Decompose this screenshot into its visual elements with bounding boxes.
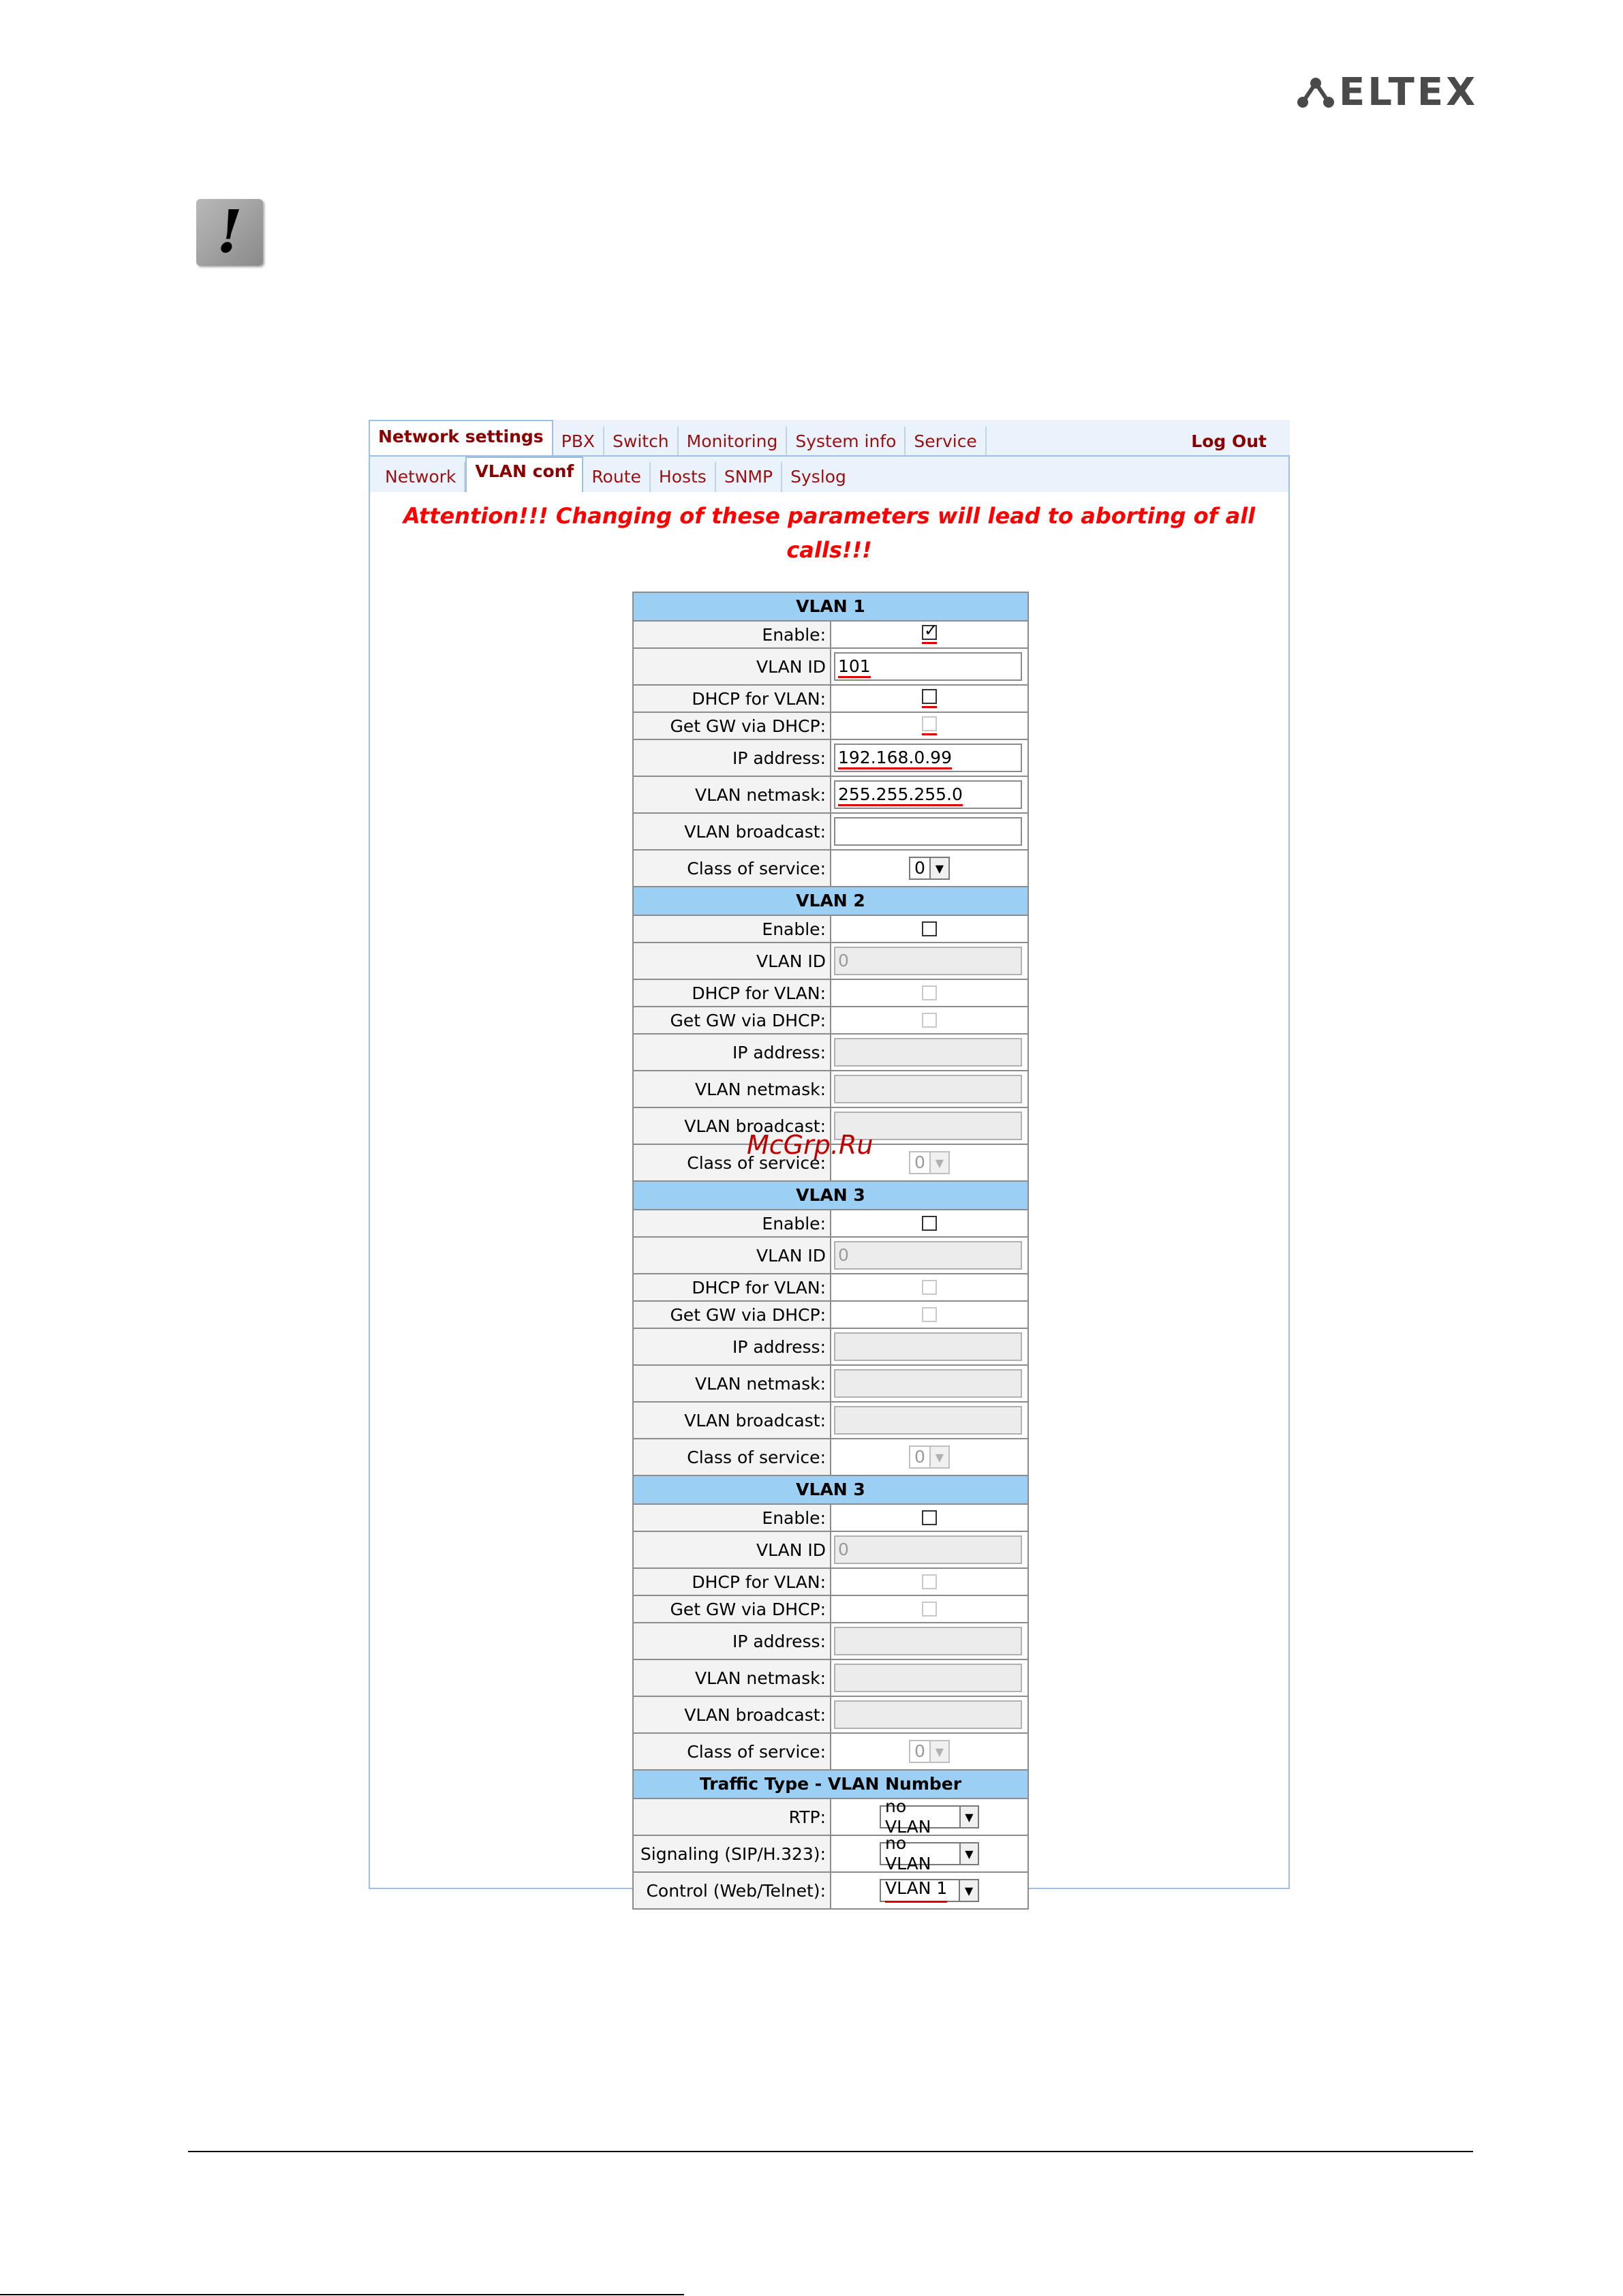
vlan2-broadcast-label: VLAN broadcast:: [633, 1107, 831, 1144]
vlan4-enable-value: [831, 1504, 1028, 1531]
vlan4-broadcast-input[interactable]: [834, 1700, 1022, 1729]
vlan3-netmask-value: [831, 1365, 1028, 1402]
vlan4-gw-checkbox[interactable]: [922, 1602, 937, 1617]
vlan1-dhcp-label: DHCP for VLAN:: [633, 685, 831, 712]
footer-divider: [188, 2151, 1473, 2152]
vlan1-vlan-id-input[interactable]: 101: [834, 652, 1022, 681]
attention-message: Attention!!! Changing of these parameters will lead to aborting of all calls!!!: [403, 503, 1256, 563]
vlan1-broadcast-input[interactable]: [834, 817, 1022, 846]
vlan1-title: VLAN 1: [633, 592, 1028, 621]
vlan2-gw-checkbox[interactable]: [922, 1013, 937, 1028]
vlan4-netmask-value: [831, 1659, 1028, 1696]
content-panel: [369, 455, 1290, 1901]
vlan4-vlan-id-input[interactable]: 0: [834, 1535, 1022, 1564]
vlan2-gw: [633, 1007, 1028, 1034]
traffic-row-label: RTP:: [633, 1798, 831, 1835]
vlan2-netmask-input[interactable]: [834, 1075, 1022, 1103]
vlan2-vlan-id-label: VLAN ID: [633, 943, 831, 979]
warning-icon: [196, 199, 263, 266]
vlan3-broadcast: [633, 1402, 1028, 1439]
subtab-hosts[interactable]: Hosts: [651, 462, 716, 492]
vlan4-gw: [633, 1595, 1028, 1623]
vlan1-broadcast-value: [831, 813, 1028, 850]
sub-tabs: [370, 457, 1288, 492]
vlan4-gw-label: Get GW via DHCP:: [633, 1595, 831, 1623]
tab-system-info[interactable]: System info: [787, 427, 906, 457]
traffic-header: [633, 1770, 1028, 1798]
vlan1-vlan-id-label: VLAN ID: [633, 648, 831, 685]
vlan2-dhcp-value: [831, 979, 1028, 1007]
vlan3-enable-value: [831, 1210, 1028, 1237]
vlan3-cos-value: [831, 1439, 1028, 1475]
vlan4-broadcast: [633, 1696, 1028, 1733]
vlan1-ip-label: IP address:: [633, 739, 831, 776]
vlan2-ip-input[interactable]: [834, 1038, 1022, 1067]
vlan1-header: [633, 592, 1028, 621]
traffic-title: Traffic Type - VLAN Number: [633, 1770, 1028, 1798]
vlan4-header: [633, 1475, 1028, 1504]
tab-pbx[interactable]: PBX: [553, 427, 604, 457]
traffic-row: [633, 1835, 1028, 1872]
chevron-down-icon: ▼: [959, 1880, 978, 1901]
vlan3-gw-checkbox[interactable]: [922, 1307, 937, 1322]
vlan4-netmask-input[interactable]: [834, 1664, 1022, 1692]
vlan4-enable: [633, 1504, 1028, 1531]
vlan1-dhcp-checkbox[interactable]: [922, 689, 937, 704]
vlan2-ip: [633, 1034, 1028, 1071]
vlan3-ip: [633, 1328, 1028, 1365]
traffic-row: [633, 1872, 1028, 1909]
vlan1-ip-value: [831, 739, 1028, 776]
vlan2-cos-select[interactable]: 0 ▼: [909, 1151, 950, 1174]
vlan3-header: [633, 1181, 1028, 1210]
vlan1-cos-label: Class of service:: [633, 850, 831, 887]
vlan3-cos-label: Class of service:: [633, 1439, 831, 1475]
vlan3-dhcp-label: DHCP for VLAN:: [633, 1274, 831, 1301]
vlan3-enable-checkbox[interactable]: [922, 1216, 937, 1231]
vlan2-ip-label: IP address:: [633, 1034, 831, 1071]
vlan1-gw-label: Get GW via DHCP:: [633, 712, 831, 739]
vlan1-cos: [633, 850, 1028, 887]
chevron-down-icon: ▼: [929, 858, 948, 878]
vlan4-netmask-label: VLAN netmask:: [633, 1659, 831, 1696]
vlan1-vlan-id: [633, 648, 1028, 685]
subtab-vlan-conf[interactable]: VLAN conf: [465, 457, 583, 492]
vlan3-broadcast-value: [831, 1402, 1028, 1439]
vlan2-enable-value: [831, 915, 1028, 943]
vlan2-vlan-id-input[interactable]: 0: [834, 947, 1022, 975]
vlan3-enable: [633, 1210, 1028, 1237]
eltex-logo: [1297, 72, 1478, 113]
vlan1-dhcp-value: [831, 685, 1028, 712]
vlan1-gw: [633, 712, 1028, 739]
vlan4-dhcp-value: [831, 1568, 1028, 1595]
vlan3-cos-select[interactable]: 0 ▼: [909, 1445, 950, 1469]
vlan3-gw-value: [831, 1301, 1028, 1328]
vlan2-dhcp: [633, 979, 1028, 1007]
logout-link[interactable]: Log Out: [1191, 431, 1267, 451]
vlan4-dhcp: [633, 1568, 1028, 1595]
vlan3-broadcast-input[interactable]: [834, 1406, 1022, 1435]
vlan3-dhcp: [633, 1274, 1028, 1301]
subtab-syslog[interactable]: Syslog: [790, 467, 846, 487]
vlan4-netmask: [633, 1659, 1028, 1696]
vlan2-dhcp-checkbox[interactable]: [922, 985, 937, 1000]
warning-symbol: !: [217, 198, 243, 266]
tab-monitoring[interactable]: Monitoring: [679, 427, 788, 457]
vlan2-vlan-id: [633, 943, 1028, 979]
vlan2-gw-value: [831, 1007, 1028, 1034]
vlan1-cos-value: [831, 850, 1028, 887]
tab-switch[interactable]: Switch: [604, 427, 679, 457]
vlan4-cos-label: Class of service:: [633, 1733, 831, 1770]
vlan3-dhcp-checkbox[interactable]: [922, 1280, 937, 1295]
vlan3-ip-label: IP address:: [633, 1328, 831, 1365]
vlan2-dhcp-label: DHCP for VLAN:: [633, 979, 831, 1007]
logo-text: ELTEX: [1339, 70, 1479, 114]
vlan4-enable-label: Enable:: [633, 1504, 831, 1531]
traffic-row-value: [831, 1798, 1028, 1835]
chevron-down-icon: ▼: [929, 1741, 948, 1762]
subtab-route[interactable]: Route: [583, 462, 651, 492]
vlan3-ip-value: [831, 1328, 1028, 1365]
vlan4-ip-label: IP address:: [633, 1623, 831, 1659]
chevron-down-icon: ▼: [959, 1843, 978, 1864]
vlan4-enable-checkbox[interactable]: [922, 1510, 937, 1525]
traffic-select-0[interactable]: no VLAN ▼: [880, 1805, 979, 1828]
vlan3-netmask: [633, 1365, 1028, 1402]
vlan4-ip-value: [831, 1623, 1028, 1659]
vlan1-netmask: [633, 776, 1028, 813]
vlan4-broadcast-label: VLAN broadcast:: [633, 1696, 831, 1733]
vlan1-gw-value: [831, 712, 1028, 739]
bottom-divider: [0, 2294, 684, 2295]
vlan2-header: [633, 887, 1028, 915]
vlan1-cos-select[interactable]: 0 ▼: [909, 857, 950, 880]
vlan2-enable-checkbox[interactable]: [922, 921, 937, 936]
vlan2-enable-label: Enable:: [633, 915, 831, 943]
vlan1-netmask-input[interactable]: 255.255.255.0: [834, 780, 1022, 809]
vlan4-cos-select[interactable]: 0 ▼: [909, 1740, 950, 1763]
vlan2-ip-value: [831, 1034, 1028, 1071]
vlan3-gw: [633, 1301, 1028, 1328]
vlan1-ip: [633, 739, 1028, 776]
vlan4-cos-value: [831, 1733, 1028, 1770]
vlan1-enable-value: [831, 621, 1028, 648]
vlan4-vlan-id-value: [831, 1531, 1028, 1568]
vlan2-vlan-id-value: [831, 943, 1028, 979]
traffic-select-1[interactable]: no VLAN ▼: [880, 1842, 979, 1865]
vlan2-gw-label: Get GW via DHCP:: [633, 1007, 831, 1034]
vlan2-netmask: [633, 1071, 1028, 1107]
vlan2-cos-label: Class of service:: [633, 1144, 831, 1181]
vlan3-vlan-id: [633, 1237, 1028, 1274]
vlan4-broadcast-value: [831, 1696, 1028, 1733]
vlan-config-table: [632, 592, 1029, 1910]
vlan1-netmask-label: VLAN netmask:: [633, 776, 831, 813]
tab-network-settings[interactable]: Network settings: [369, 420, 553, 458]
vlan1-dhcp: [633, 685, 1028, 712]
traffic-row: [633, 1798, 1028, 1835]
vlan4-ip-input[interactable]: [834, 1627, 1022, 1655]
subtab-snmp[interactable]: SNMP: [716, 462, 782, 492]
vlan1-broadcast-label: VLAN broadcast:: [633, 813, 831, 850]
vlan1-enable-checkbox[interactable]: [922, 625, 937, 640]
vlan3-enable-label: Enable:: [633, 1210, 831, 1237]
eltex-logo-icon: [1297, 76, 1335, 109]
vlan4-vlan-id-label: VLAN ID: [633, 1531, 831, 1568]
watermark: McGrp.Ru: [747, 1130, 874, 1160]
vlan3-vlan-id-value: [831, 1237, 1028, 1274]
vlan3-netmask-label: VLAN netmask:: [633, 1365, 831, 1402]
vlan4-ip: [633, 1623, 1028, 1659]
chevron-down-icon: ▼: [929, 1152, 948, 1173]
vlan4-vlan-id: [633, 1531, 1028, 1568]
main-tabs: [369, 420, 1290, 457]
vlan3-dhcp-value: [831, 1274, 1028, 1301]
traffic-select-2[interactable]: VLAN 1 ▼: [880, 1879, 979, 1902]
vlan3-vlan-id-label: VLAN ID: [633, 1237, 831, 1274]
vlan1-vlan-id-value: [831, 648, 1028, 685]
vlan1-enable-label: Enable:: [633, 621, 831, 648]
vlan1-netmask-value: [831, 776, 1028, 813]
chevron-down-icon: ▼: [959, 1807, 978, 1827]
traffic-row-value: [831, 1872, 1028, 1909]
vlan2-enable: [633, 915, 1028, 943]
vlan2-netmask-label: VLAN netmask:: [633, 1071, 831, 1107]
vlan1-enable: [633, 621, 1028, 648]
vlan3-gw-label: Get GW via DHCP:: [633, 1301, 831, 1328]
vlan3-title: VLAN 3: [633, 1181, 1028, 1210]
vlan4-gw-value: [831, 1595, 1028, 1623]
vlan2-netmask-value: [831, 1071, 1028, 1107]
vlan3-broadcast-label: VLAN broadcast:: [633, 1402, 831, 1439]
vlan1-ip-input[interactable]: 192.168.0.99: [834, 744, 1022, 772]
vlan4-title: VLAN 3: [633, 1475, 1028, 1504]
vlan1-broadcast: [633, 813, 1028, 850]
chevron-down-icon: ▼: [929, 1447, 948, 1467]
traffic-row-value: [831, 1835, 1028, 1872]
subtab-network[interactable]: Network: [377, 462, 465, 492]
vlan1-gw-checkbox[interactable]: [922, 716, 937, 731]
vlan4-dhcp-checkbox[interactable]: [922, 1574, 937, 1589]
vlan3-cos: [633, 1439, 1028, 1475]
vlan3-vlan-id-input[interactable]: 0: [834, 1241, 1022, 1270]
vlan3-ip-input[interactable]: [834, 1332, 1022, 1361]
vlan3-netmask-input[interactable]: [834, 1369, 1022, 1398]
vlan4-dhcp-label: DHCP for VLAN:: [633, 1568, 831, 1595]
traffic-row-label: Signaling (SIP/H.323):: [633, 1835, 831, 1872]
tab-service[interactable]: Service: [906, 427, 986, 457]
vlan2-title: VLAN 2: [633, 887, 1028, 915]
vlan4-cos: [633, 1733, 1028, 1770]
traffic-row-label: Control (Web/Telnet):: [633, 1872, 831, 1909]
